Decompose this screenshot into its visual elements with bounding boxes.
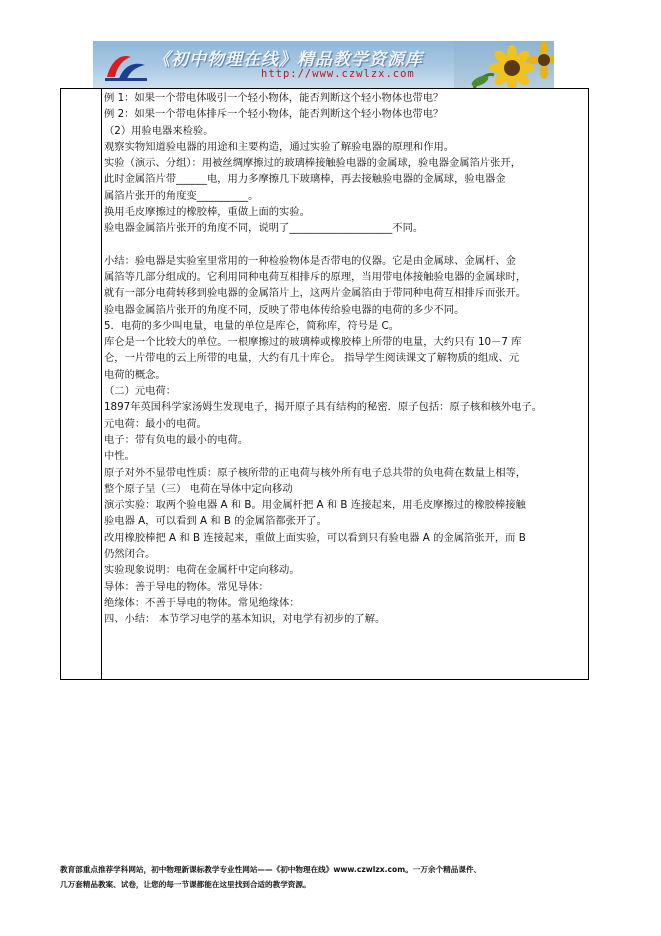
text-line: 验电器金属箔片张开的角度不同，反映了带电体传给验电器的电荷的多少不同。 [104,303,465,316]
text-line: 小结：验电器是实验室里常用的一种检验物体是否带电的仪器。它是由金属球、金属杆、金 [104,254,516,267]
text-line: 例 2：如果一个带电体排斥一个轻小物体，能否判断这个轻小物体也带电？ [104,108,444,121]
text-line: 仍然闭合。 [104,548,156,561]
banner-url[interactable]: http://www.czwlzx.com [261,68,415,80]
banner-title: 《初中物理在线》精品教学资源库 [153,50,423,70]
text-line: 验电器金属箔片张开的角度不同，说明了____________________不同。 [104,222,424,235]
text-line: 绝缘体：不善于导电的物体。常见绝缘体： [104,596,300,609]
text-line: 1897年英国科学家汤姆生发现电子，揭开原子具有结构的秘密．原子包括：原子核和核外电子。 [104,401,543,414]
text-line: 5．电荷的多少叫电量，电量的单位是库仑，简称库，符号是 C。 [104,319,400,332]
footer-line: 教育部重点推荐学科网站，初中物理新课标教学专业性网站——《初中物理在线》www.czwlzx.com。一万余个精品课件、 [60,865,482,874]
text-line: 库仑是一个比较大的单位。一根摩擦过的玻璃棒或橡胶棒上所带的电量，大约只有 10－7 库 [104,336,522,349]
text-line: （2）用验电器来检验。 [104,124,214,137]
text-line: 例 1：如果一个带电体吸引一个轻小物体，能否判断这个轻小物体也带电？ [104,92,444,104]
text-line: 整个原子呈（三） 电荷在导体中定向移动 [104,482,293,495]
text-line: 演示实验：取两个验电器 A 和 B。用金属杆把 A 和 B 连接起来，用毛皮摩擦过的橡胶棒接触 [104,499,526,512]
site-logo-icon [101,47,151,83]
text-line: 观察实物知道验电器的用途和主要构造，通过实验了解验电器的原理和作用。 [104,140,455,153]
text-line: 就有一部分电荷转移到验电器的金属箔片上，这两片金属箔由于带同种电荷互相排斥而张开。 [104,287,527,300]
text-line: 元电荷：最小的电荷。 [104,417,207,430]
text-line: 此时金属箔片带______电，用力多摩擦几下玻璃棒，再去接触验电器的金属球，验电器金 [104,173,506,186]
text-line: 中性。 [104,450,135,463]
text-line: 原子对外不显带电性质：原子核所带的正电荷与核外所有电子总共带的负电荷在数量上相等， [104,466,527,479]
text-line: 属箔片张开的角度变__________。 [104,189,259,202]
text-line: 仑，一片带电的云上所带的电量，大约有几十库仑。 指导学生阅读课文了解物质的组成、元 [104,352,520,365]
page-footer [60,862,620,892]
text-line: 实验（演示、分组）：用被丝绸摩擦过的玻璃棒接触验电器的金属球，验电器金属箔片张开， [104,157,522,170]
footer-line: 几万套精品教案、试卷，让您的每一节课都能在这里找到合适的教学资源。 [60,880,311,889]
text-line: 验电器 A，可以看到 A 和 B 的金属箔都张开了。 [104,515,327,528]
text-line: 电子：带有负电的最小的电荷。 [104,433,249,446]
sunflower-icon [454,41,554,88]
blank-line [104,237,582,253]
table-column-divider [101,89,102,679]
text-line: 实验现象说明：电荷在金属杆中定向移动。 [104,564,300,577]
text-line: 导体：善于导电的物体。常见导体： [104,580,269,593]
text-line: 属箔等几部分组成的。它利用同种电荷互相排斥的原理，当用带电体接触验电器的金属球时， [104,270,527,283]
site-banner [93,41,554,88]
text-line: （二）元电荷： [104,385,177,398]
text-line: 电荷的概念。 [104,368,166,381]
lesson-content [104,90,582,628]
text-line: 四、小结： 本节学习电学的基本知识，对电学有初步的了解。 [104,613,386,626]
text-line: 换用毛皮摩擦过的橡胶棒，重做上面的实验。 [104,206,310,219]
text-line: 改用橡胶棒把 A 和 B 连接起来，重做上面实验，可以看到只有验电器 A 的金属箔张开，而 B [104,531,526,544]
